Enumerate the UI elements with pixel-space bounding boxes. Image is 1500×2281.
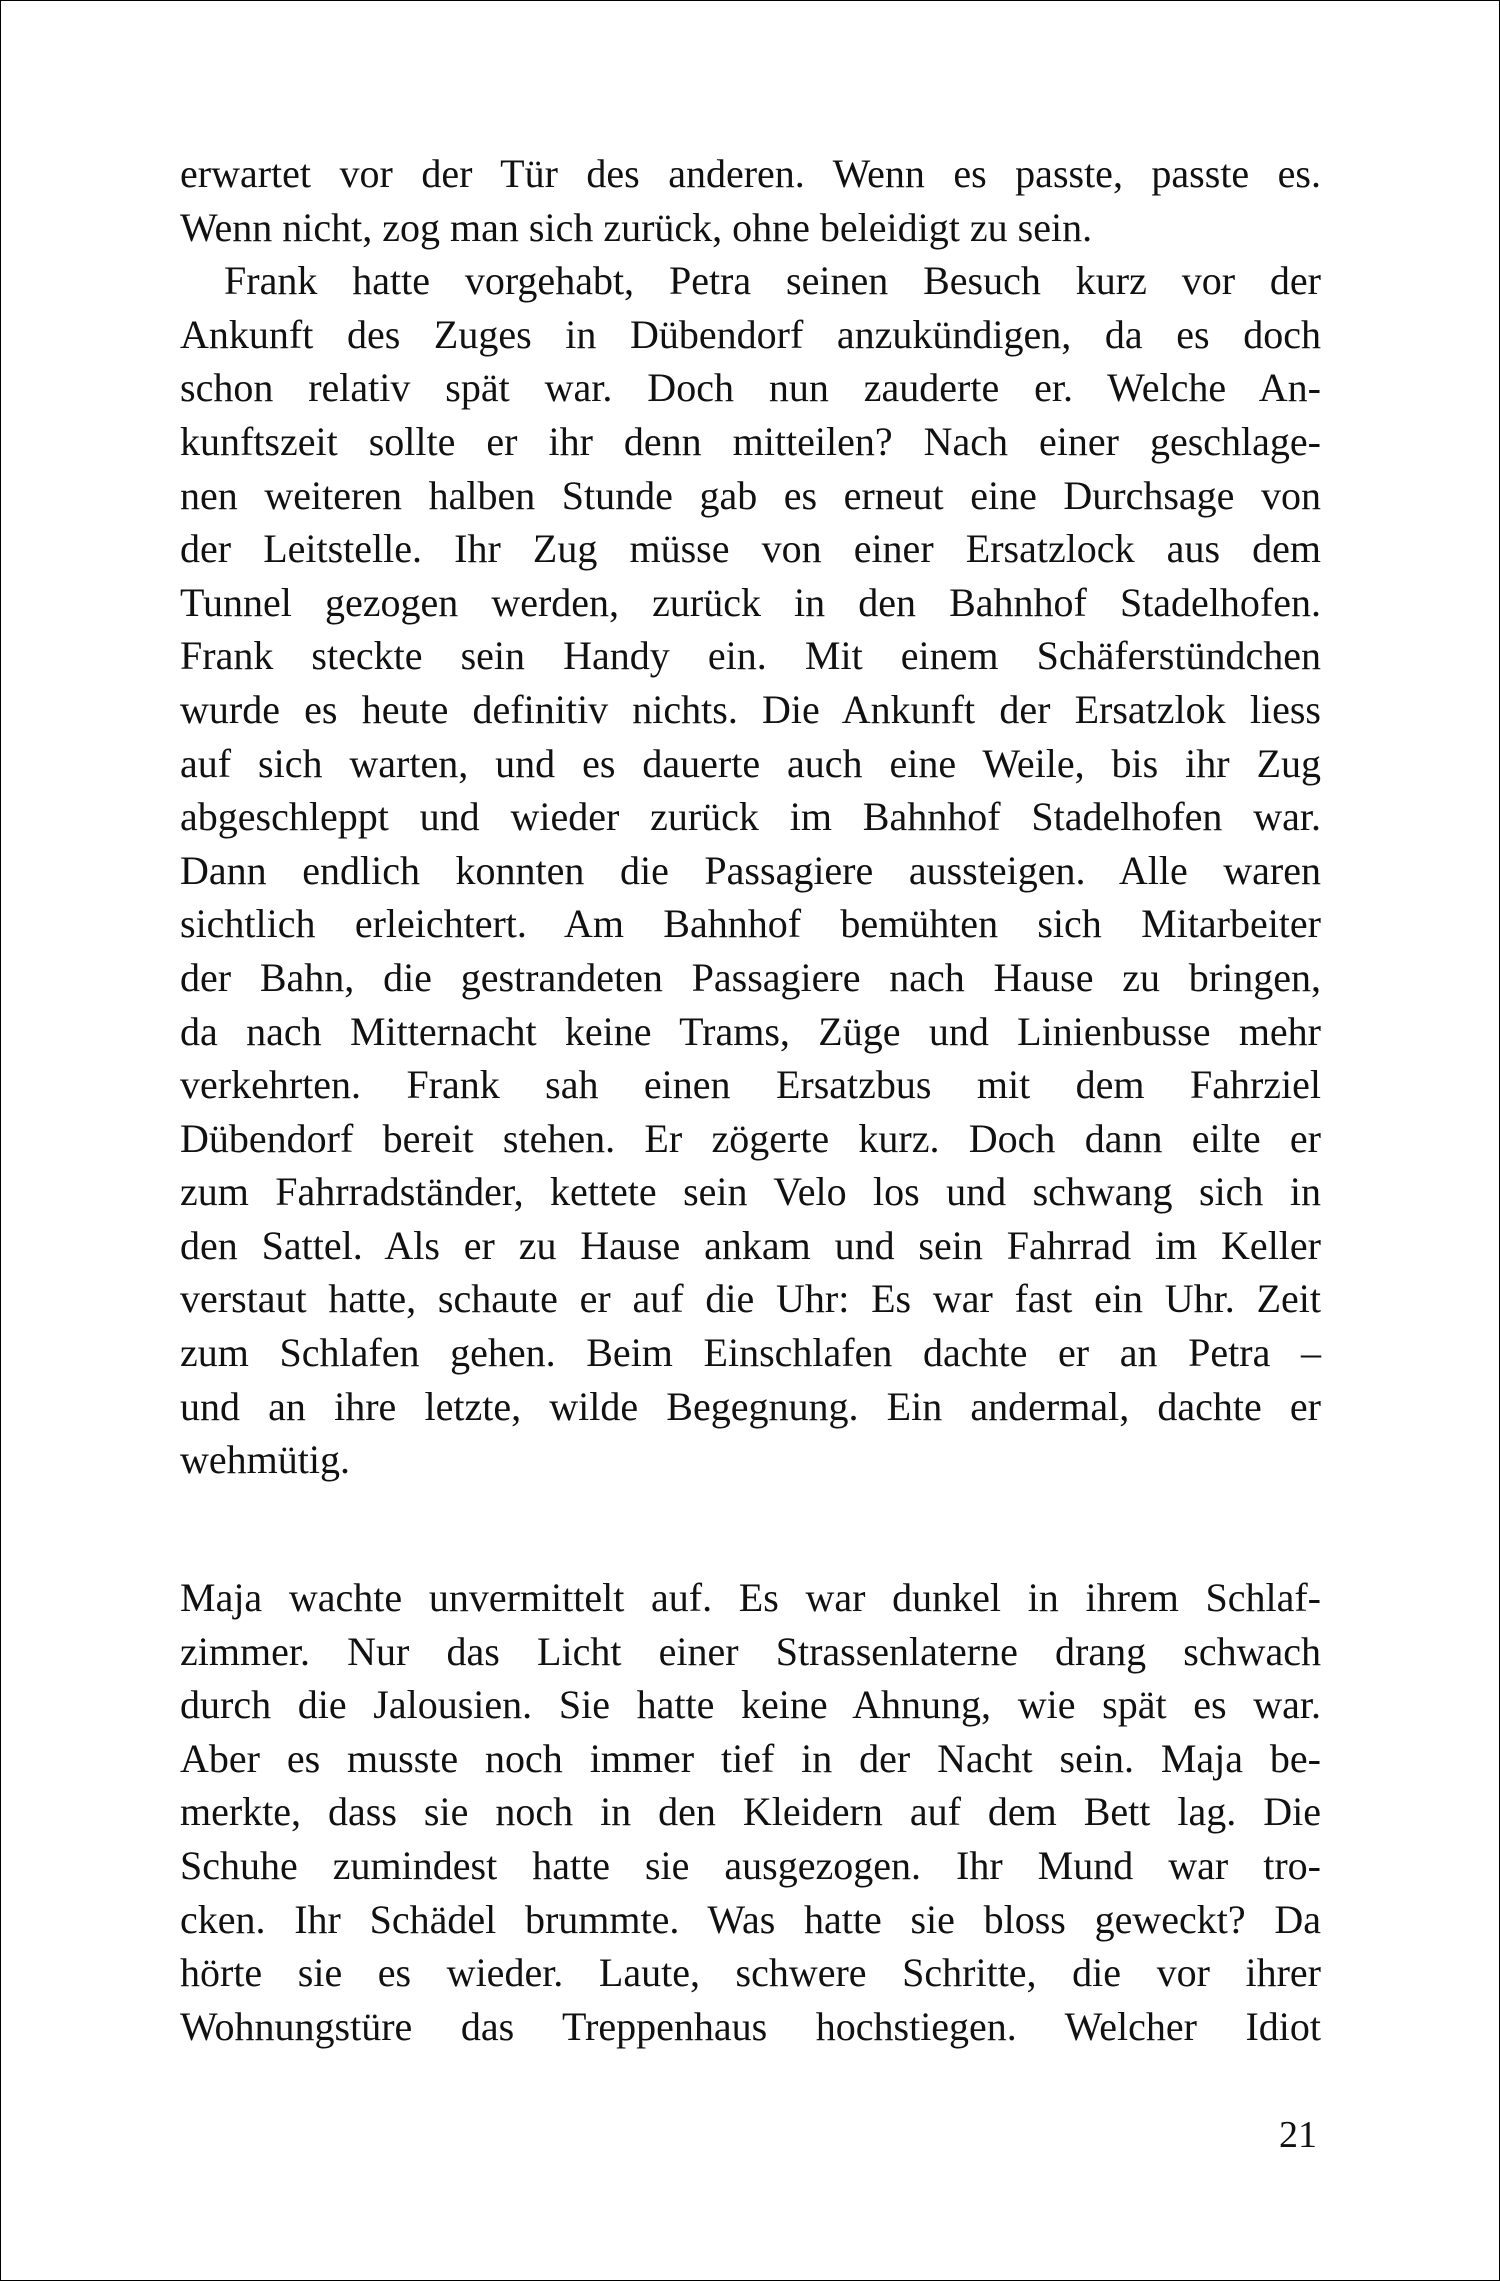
text-line: Wenn nicht, zog man sich zurück, ohne beleidigt zu sein.	[180, 204, 1093, 250]
paragraph-2	[180, 254, 1321, 1487]
text-line: Aber es musste noch immer tief in der Nacht sein. Maja be-	[180, 1735, 1321, 1781]
text-line: durch die Jalousien. Sie hatte keine Ahnung, wie spät es war.	[180, 1682, 1321, 1728]
text-line: Schuhe zumindest hatte sie ausgezogen. Ihr Mund war tro-	[180, 1842, 1321, 1888]
text-line: den Sattel. Als er zu Hause ankam und sein Fahrrad im Keller	[180, 1222, 1321, 1268]
text-line: schon relativ spät war. Doch nun zauderte er. Welche An-	[180, 365, 1321, 411]
text-line: abgeschleppt und wieder zurück im Bahnhof Stadelhofen war.	[180, 794, 1321, 840]
text-line: auf sich warten, und es dauerte auch eine Weile, bis ihr Zug	[180, 740, 1321, 786]
text-line: Maja wachte unvermittelt auf. Es war dunkel in ihrem Schlaf-	[180, 1575, 1321, 1620]
text-line: Tunnel gezogen werden, zurück in den Bahnhof Stadelhofen.	[180, 579, 1321, 625]
text-line: wehmütig.	[180, 1437, 350, 1483]
text-line: hörte sie es wieder. Laute, schwere Schritte, die vor ihrer	[180, 1950, 1321, 1996]
text-line: kunftszeit sollte er ihr denn mitteilen? Nach einer geschlage-	[180, 418, 1321, 464]
page-number: 21	[1279, 2114, 1317, 2156]
paragraph-1	[180, 147, 1321, 254]
text-line: verstaut hatte, schaute er auf die Uhr: Es war fast ein Uhr. Zeit	[180, 1276, 1321, 1322]
text-line: Dann endlich konnten die Passagiere aussteigen. Alle waren	[180, 847, 1321, 893]
text-line: Frank steckte sein Handy ein. Mit einem Schäferstündchen	[180, 633, 1321, 679]
text-line: Dübendorf bereit stehen. Er zögerte kurz. Doch dann eilte er	[180, 1115, 1321, 1161]
text-line: zum Schlafen gehen. Beim Einschlafen dachte er an Petra –	[180, 1330, 1321, 1376]
text-line: und an ihre letzte, wilde Begegnung. Ein andermal, dachte er	[180, 1383, 1321, 1429]
text-line: zum Fahrradständer, kettete sein Velo los und schwang sich in	[180, 1169, 1321, 1215]
text-line: verkehrten. Frank sah einen Ersatzbus mit dem Fahrziel	[180, 1062, 1321, 1108]
text-section-2	[180, 1571, 1321, 2053]
text-line: der Leitstelle. Ihr Zug müsse von einer Ersatzlock aus dem	[180, 526, 1321, 572]
text-line: Frank hatte vorgehabt, Petra seinen Besuch kurz vor der	[224, 258, 1321, 304]
text-line: erwartet vor der Tür des anderen. Wenn es passte, passte es.	[180, 151, 1321, 196]
text-line: cken. Ihr Schädel brummte. Was hatte sie bloss geweckt? Da	[180, 1896, 1321, 1942]
paragraph-3	[180, 1571, 1321, 2053]
text-line: zimmer. Nur das Licht einer Strassenlaterne drang schwach	[180, 1628, 1321, 1674]
text-line: da nach Mitternacht keine Trams, Züge und Linienbusse mehr	[180, 1008, 1321, 1054]
text-line: wurde es heute definitiv nichts. Die Ankunft der Ersatzlok liess	[180, 686, 1321, 732]
text-line: der Bahn, die gestrandeten Passagiere nach Hause zu bringen,	[180, 954, 1321, 1000]
text-line: Ankunft des Zuges in Dübendorf anzukündigen, da es doch	[180, 311, 1321, 357]
text-line: merkte, dass sie noch in den Kleidern auf dem Bett lag. Die	[180, 1789, 1321, 1835]
text-section-1	[180, 147, 1321, 1487]
text-line: Wohnungstüre das Treppenhaus hochstiegen. Welcher Idiot	[180, 2003, 1321, 2049]
text-line: sichtlich erleichtert. Am Bahnhof bemühten sich Mitarbeiter	[180, 901, 1321, 947]
text-line: nen weiteren halben Stunde gab es erneut eine Durchsage von	[180, 472, 1321, 518]
